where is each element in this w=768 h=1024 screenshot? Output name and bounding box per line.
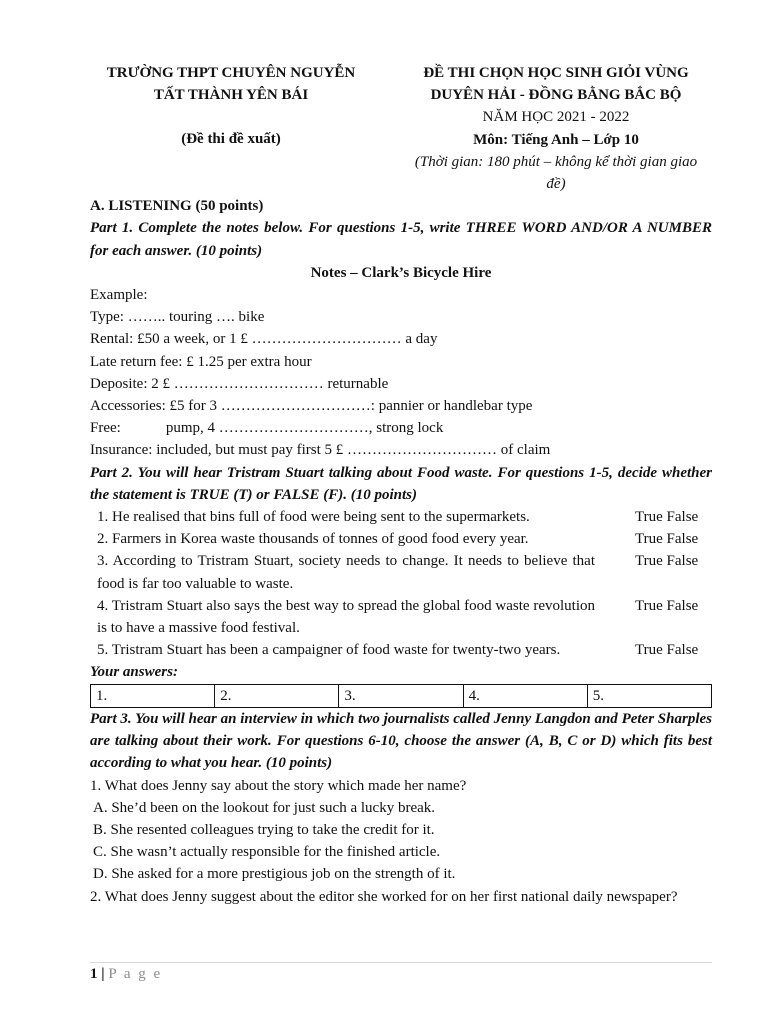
school-block <box>90 62 372 195</box>
section-a-heading: A. LISTENING (50 points) <box>90 198 264 215</box>
notes-line-type: Type: …….. touring …. bike <box>90 309 265 326</box>
answers-label: Your answers: <box>90 664 178 681</box>
statement-row <box>97 639 712 661</box>
school-name-line1: TRƯỜNG THPT CHUYÊN NGUYỄN <box>106 65 356 81</box>
statement-text: 3. According to Tristram Stuart, society needs to change. It needs to believe that food is far too valuable to waste. <box>97 553 595 592</box>
true-false-choice[interactable]: True False <box>635 553 699 570</box>
page-label: P a g e <box>108 966 163 982</box>
exam-title-line2: DUYÊN HẢI - ĐỒNG BẰNG BẮC BỘ <box>430 87 682 104</box>
true-false-choice[interactable]: True False <box>635 531 699 548</box>
answer-table <box>90 684 712 708</box>
time-line2: đề) <box>546 176 566 193</box>
answer-cell-4[interactable]: 4. <box>463 684 587 707</box>
answer-cell-5[interactable]: 5. <box>587 684 711 707</box>
statement-text: 4. Tristram Stuart also says the best way to spread the global food waste revolution is to have a massive food festival. <box>97 597 595 637</box>
answer-cell-2[interactable]: 2. <box>215 684 339 707</box>
footer-separator: | <box>97 966 109 982</box>
proposed-label: (Đề thi đề xuất) <box>181 131 281 148</box>
time-line1: (Thời gian: 180 phút – không kể thời gian giao <box>414 153 698 170</box>
true-false-choice[interactable]: True False <box>635 597 699 614</box>
true-false-choice[interactable]: True False <box>635 642 699 659</box>
page-footer <box>90 962 712 983</box>
exam-header <box>90 62 712 195</box>
notes-line-insurance: Insurance: included, but must pay first 5 £ ………………………… of claim <box>90 442 551 459</box>
statement-text: 5. Tristram Stuart has been a campaigner of food waste for twenty-two years. <box>97 642 561 659</box>
answer-row <box>91 684 712 707</box>
statement-row <box>97 528 712 550</box>
notes-title: Notes – Clark’s Bicycle Hire <box>310 264 492 281</box>
question-1-option-b[interactable]: B. She resented colleagues trying to take the credit for it. <box>93 821 435 838</box>
notes-line-late-fee: Late return fee: £ 1.25 per extra hour <box>90 353 312 370</box>
statement-row <box>97 506 712 528</box>
question-1: 1. What does Jenny say about the story which made her name? <box>90 777 467 794</box>
subject-line: Môn: Tiếng Anh – Lớp 10 <box>473 131 639 148</box>
part1-instruction: Part 1. Complete the notes below. For questions 1-5, write THREE WORD AND/OR A NUMBER for each answer. (10 points) <box>90 220 712 259</box>
question-1-option-c[interactable]: C. She wasn’t actually responsible for the finished article. <box>93 844 441 861</box>
school-year: NĂM HỌC 2021 - 2022 <box>482 109 630 126</box>
notes-line-deposit: Deposite: 2 £ ………………………… returnable <box>90 375 389 392</box>
notes-line-example: Example: <box>90 287 148 304</box>
notes-line-free: Free: pump, 4 …………………………, strong lock <box>90 420 444 437</box>
question-1-option-a[interactable]: A. She’d been on the lookout for just such a lucky break. <box>93 799 436 816</box>
school-name-line2: TẤT THÀNH YÊN BÁI <box>153 87 309 104</box>
statement-row <box>97 595 712 639</box>
answer-cell-3[interactable]: 3. <box>339 684 463 707</box>
statement-text: 1. He realised that bins full of food were being sent to the supermarkets. <box>97 509 530 526</box>
notes-line-accessories: Accessories: £5 for 3 …………………………: pannier or handlebar type <box>90 398 533 415</box>
page-number: 1 <box>90 966 98 982</box>
exam-title-line1: ĐỀ THI CHỌN HỌC SINH GIỎI VÙNG <box>423 65 689 81</box>
exam-block <box>400 62 712 195</box>
page-content <box>90 62 712 908</box>
statement-text: 2. Farmers in Korea waste thousands of tonnes of good food every year. <box>97 531 529 548</box>
question-2: 2. What does Jenny suggest about the editor she worked for on her first national daily newspaper? <box>90 888 678 905</box>
answer-cell-1[interactable]: 1. <box>91 684 215 707</box>
notes-line-rental: Rental: £50 a week, or 1 £ ………………………… a day <box>90 331 438 348</box>
true-false-choice[interactable]: True False <box>635 509 699 526</box>
question-1-option-d[interactable]: D. She asked for a more prestigious job on the strength of it. <box>93 866 456 883</box>
statement-row <box>97 550 712 594</box>
part3-instruction: Part 3. You will hear an interview in which two journalists called Jenny Langdon and Peter Sharples are talking about their work. For questions 6-10, choose the answer (A, B, C or D) which fits best according to what you hear. (10 points) <box>90 710 712 772</box>
part2-instruction: Part 2. You will hear Tristram Stuart talking about Food waste. For questions 1-5, decide whether the statement is TRUE (T) or FALSE (F). (10 points) <box>90 464 712 503</box>
